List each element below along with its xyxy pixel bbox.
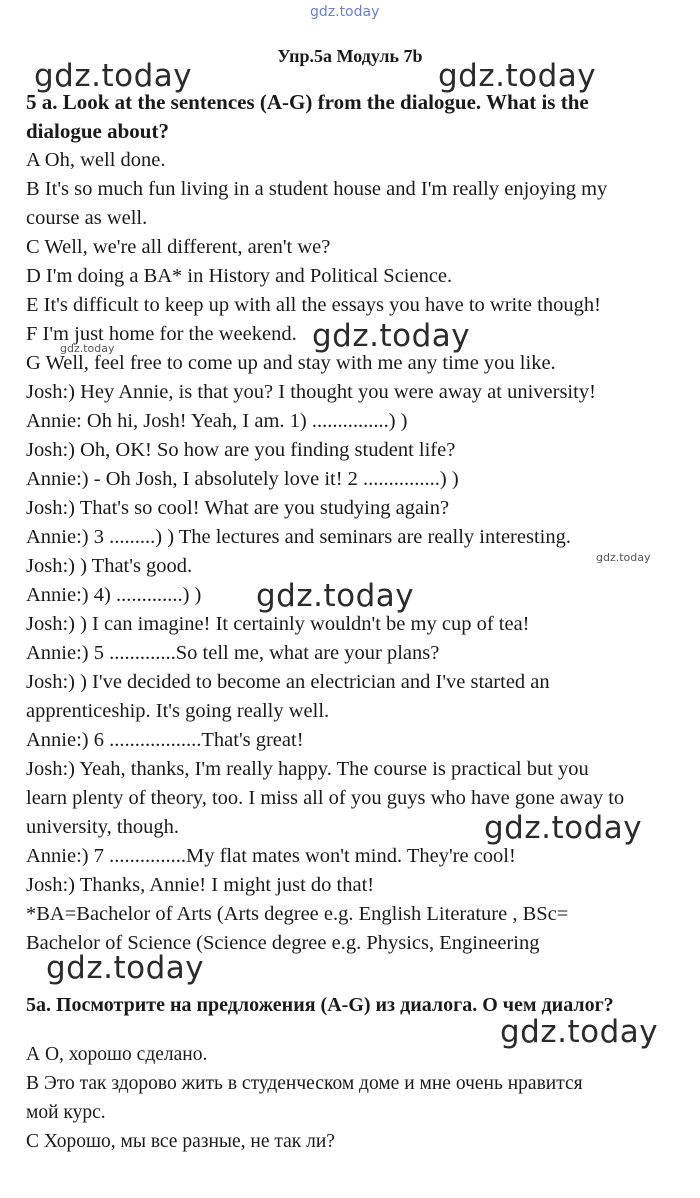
text-line: Annie:) 7 ...............My flat mates won't mind. They're cool! — [26, 845, 516, 867]
watermark-top: gdz.today — [310, 4, 380, 20]
text-line: E It's difficult to keep up with all the essays you have to write though! — [26, 294, 601, 316]
text-line: мой курс. — [26, 1102, 106, 1123]
text-line: learn plenty of theory, too. I miss all of you guys who have gone away to — [26, 787, 625, 809]
watermark: gdz.today — [46, 950, 205, 986]
text-line: В Это так здорово жить в студенческом доме и мне очень нравится — [26, 1073, 583, 1094]
russian-translation — [26, 1040, 686, 1156]
text-line: Annie:) 3 .........) ) The lectures and seminars are really interesting. — [26, 526, 571, 548]
text-line: Annie:) 6 ..................That's great! — [26, 729, 304, 751]
text-line: Josh:) That's so cool! What are you studying again? — [26, 497, 450, 519]
text-line: Annie:) - Oh Josh, I absolutely love it! 2 ...............) ) — [26, 468, 459, 490]
watermark: gdz.today — [438, 58, 597, 94]
text-line: Josh:) ) That's good. — [26, 555, 193, 577]
text-line: Annie:) 5 .............So tell me, what are your plans? — [26, 642, 440, 664]
text-line: university, though. — [26, 816, 179, 838]
text-line: Annie:) 4) .............) ) — [26, 584, 202, 606]
watermark: gdz.today — [312, 318, 471, 354]
text-line: Josh:) Hey Annie, is that you? I thought you were away at university! — [26, 381, 596, 403]
text-line: apprenticeship. It's going really well. — [26, 700, 330, 722]
text-line: G Well, feel free to come up and stay with me any time you like. — [26, 352, 556, 374]
text-line: Josh:) Oh, OK! So how are you finding student life? — [26, 439, 456, 461]
watermark: gdz.today — [500, 1014, 659, 1050]
watermark: gdz.today — [34, 58, 193, 94]
watermark-small: gdz.today — [596, 551, 651, 564]
task-heading: 5 a. Look at the sentences (A-G) from the dialogue. What is the dialogue about? — [26, 90, 589, 143]
text-line: Josh:) ) I can imagine! It certainly wouldn't be my cup of tea! — [26, 613, 530, 635]
watermark: gdz.today — [256, 578, 415, 614]
watermark-small: gdz.today — [60, 342, 115, 355]
text-line: course as well. — [26, 207, 148, 229]
text-line: A Oh, well done. — [26, 149, 166, 171]
text-line: C Well, we're all different, aren't we? — [26, 236, 331, 258]
text-line: Josh:) ) I've decided to become an electrician and I've started an — [26, 671, 550, 693]
text-line: А О, хорошо сделано. — [26, 1044, 208, 1065]
page-title: Упр.5а Модуль 7b — [277, 46, 423, 66]
text-line: *BA=Bachelor of Arts (Arts degree e.g. English Literature , BSc= — [26, 903, 569, 925]
text-line: С Хорошо, мы все разные, не так ли? — [26, 1131, 335, 1152]
text-line: Josh:) Yeah, thanks, I'm really happy. The course is practical but you — [26, 758, 589, 780]
text-line: D I'm doing a BA* in History and Political Science. — [26, 265, 453, 287]
watermark: gdz.today — [484, 810, 643, 846]
text-line: B It's so much fun living in a student house and I'm really enjoying my — [26, 178, 608, 200]
text-line: Annie: Oh hi, Josh! Yeah, I am. 1) ...............) ) — [26, 410, 408, 432]
text-line: F I'm just home for the weekend. — [26, 323, 297, 345]
russian-task-heading: 5а. Посмотрите на предложения (A-G) из диалога. О чем диалог? — [26, 994, 614, 1016]
text-line: Josh:) Thanks, Annie! I might just do that! — [26, 874, 375, 896]
text-line: Bachelor of Science (Science degree e.g. Physics, Engineering — [26, 932, 540, 954]
